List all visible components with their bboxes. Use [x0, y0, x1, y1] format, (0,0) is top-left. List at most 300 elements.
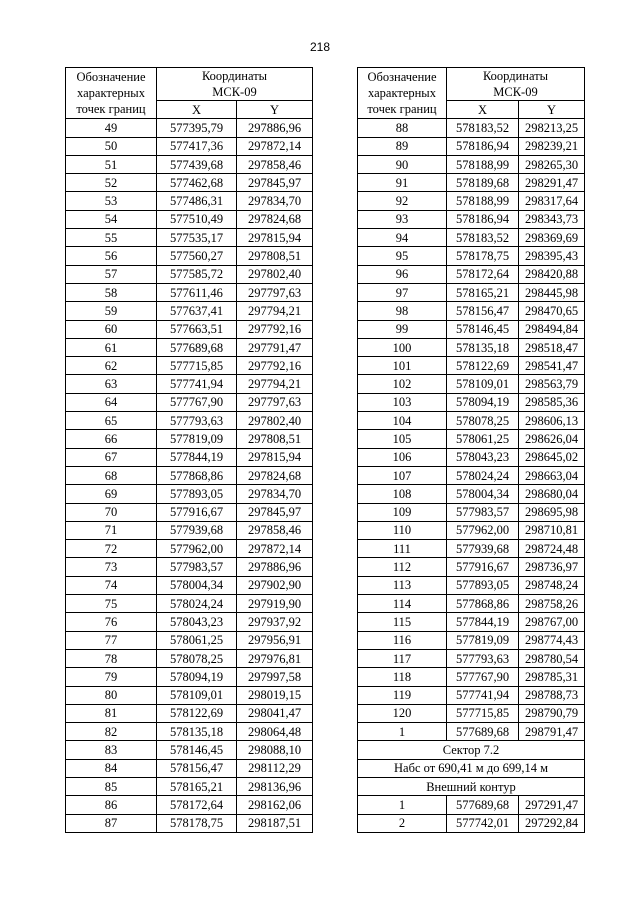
point-number-cell: 98 — [358, 302, 447, 320]
x-coordinate-cell: 577916,67 — [447, 558, 519, 576]
y-coordinate-cell: 297797,63 — [237, 283, 313, 301]
point-number-cell: 105 — [358, 430, 447, 448]
x-coordinate-cell: 578172,64 — [157, 796, 237, 814]
table-row — [358, 540, 585, 558]
y-header: Y — [519, 101, 585, 119]
y-coordinate-cell: 298420,88 — [519, 265, 585, 283]
x-coordinate-cell: 577417,36 — [157, 137, 237, 155]
point-number-cell: 109 — [358, 503, 447, 521]
table-row — [358, 430, 585, 448]
x-coordinate-cell: 577689,68 — [447, 723, 519, 741]
point-number-cell: 54 — [66, 210, 157, 228]
point-number-cell: 106 — [358, 448, 447, 466]
designation-header-line1: Обозначение — [367, 70, 437, 85]
y-coordinate-cell: 298541,47 — [519, 357, 585, 375]
y-coordinate-cell: 298663,04 — [519, 466, 585, 484]
point-number-cell: 61 — [66, 338, 157, 356]
table-row — [66, 540, 313, 558]
y-coordinate-cell: 297937,92 — [237, 613, 313, 631]
table-row — [66, 137, 313, 155]
point-number-cell: 1 — [358, 796, 447, 814]
point-number-cell: 119 — [358, 686, 447, 704]
table-row — [66, 814, 313, 832]
table-row — [66, 558, 313, 576]
x-coordinate-cell: 578178,75 — [447, 247, 519, 265]
x-coordinate-cell: 577689,68 — [157, 338, 237, 356]
y-coordinate-cell: 297872,14 — [237, 540, 313, 558]
y-coordinate-cell: 298494,84 — [519, 320, 585, 338]
x-coordinate-cell: 578172,64 — [447, 265, 519, 283]
point-number-cell: 1 — [358, 723, 447, 741]
point-number-cell: 104 — [358, 412, 447, 430]
x-coordinate-cell: 578188,99 — [447, 155, 519, 173]
table-row — [66, 686, 313, 704]
point-number-cell: 113 — [358, 576, 447, 594]
x-coordinate-cell: 577983,57 — [157, 558, 237, 576]
point-number-cell: 100 — [358, 338, 447, 356]
x-coordinate-cell: 578078,25 — [447, 412, 519, 430]
coordinates-table-right — [357, 67, 585, 833]
y-coordinate-cell: 298791,47 — [519, 723, 585, 741]
outer-contour-label: Внешний контур — [358, 777, 585, 795]
table-row — [66, 759, 313, 777]
point-number-cell: 117 — [358, 649, 447, 667]
table-row — [358, 668, 585, 686]
table-row — [358, 576, 585, 594]
table-row — [358, 448, 585, 466]
point-number-cell: 112 — [358, 558, 447, 576]
x-coordinate-cell: 578004,34 — [157, 576, 237, 594]
x-coordinate-cell: 578186,94 — [447, 137, 519, 155]
point-number-cell: 97 — [358, 283, 447, 301]
table-row — [358, 466, 585, 484]
y-coordinate-cell: 298724,48 — [519, 540, 585, 558]
y-coordinate-cell: 297872,14 — [237, 137, 313, 155]
x-coordinate-cell: 578122,69 — [447, 357, 519, 375]
table-row — [358, 137, 585, 155]
point-number-cell: 51 — [66, 155, 157, 173]
y-coordinate-cell: 298780,54 — [519, 649, 585, 667]
table-row — [66, 668, 313, 686]
point-number-cell: 67 — [66, 448, 157, 466]
x-coordinate-cell: 578156,47 — [157, 759, 237, 777]
point-number-cell: 64 — [66, 393, 157, 411]
x-coordinate-cell: 577962,00 — [447, 521, 519, 539]
point-number-cell: 73 — [66, 558, 157, 576]
table-row — [66, 777, 313, 795]
table-row — [358, 174, 585, 192]
table-row — [358, 155, 585, 173]
table-row — [358, 119, 585, 137]
coordinates-table-left — [65, 67, 313, 833]
table-row — [66, 119, 313, 137]
table-row — [358, 649, 585, 667]
point-number-cell: 52 — [66, 174, 157, 192]
x-coordinate-cell: 578189,68 — [447, 174, 519, 192]
point-number-cell: 58 — [66, 283, 157, 301]
x-coordinate-cell: 577793,63 — [157, 412, 237, 430]
point-number-cell: 59 — [66, 302, 157, 320]
point-number-cell: 107 — [358, 466, 447, 484]
y-coordinate-cell: 298774,43 — [519, 631, 585, 649]
x-coordinate-cell: 578122,69 — [157, 704, 237, 722]
x-coordinate-cell: 577715,85 — [447, 704, 519, 722]
y-coordinate-cell: 298213,25 — [519, 119, 585, 137]
table-row — [358, 631, 585, 649]
y-coordinate-cell: 298606,13 — [519, 412, 585, 430]
coordinates-header — [157, 68, 313, 101]
point-number-cell: 92 — [358, 192, 447, 210]
designation-header — [66, 68, 157, 119]
y-coordinate-cell: 297797,63 — [237, 393, 313, 411]
table-row — [66, 521, 313, 539]
y-coordinate-cell: 298785,31 — [519, 668, 585, 686]
y-header: Y — [237, 101, 313, 119]
y-coordinate-cell: 297815,94 — [237, 448, 313, 466]
x-coordinate-cell: 577844,19 — [157, 448, 237, 466]
table-row — [66, 375, 313, 393]
table-row — [358, 393, 585, 411]
table-row — [66, 613, 313, 631]
y-coordinate-cell: 298790,79 — [519, 704, 585, 722]
point-number-cell: 114 — [358, 595, 447, 613]
x-coordinate-cell: 578043,23 — [157, 613, 237, 631]
x-coordinate-cell: 578043,23 — [447, 448, 519, 466]
y-coordinate-cell: 297834,70 — [237, 192, 313, 210]
y-coordinate-cell: 297792,16 — [237, 357, 313, 375]
x-coordinate-cell: 577741,94 — [447, 686, 519, 704]
y-coordinate-cell: 297886,96 — [237, 119, 313, 137]
designation-header-line3: точек границ — [76, 102, 146, 117]
y-coordinate-cell: 298369,69 — [519, 229, 585, 247]
point-number-cell: 66 — [66, 430, 157, 448]
x-coordinate-cell: 578004,34 — [447, 485, 519, 503]
point-number-cell: 95 — [358, 247, 447, 265]
table-row — [358, 320, 585, 338]
x-coordinate-cell: 578183,52 — [447, 119, 519, 137]
point-number-cell: 94 — [358, 229, 447, 247]
point-number-cell: 50 — [66, 137, 157, 155]
x-coordinate-cell: 577742,01 — [447, 814, 519, 832]
table-row — [358, 723, 585, 741]
x-coordinate-cell: 577715,85 — [157, 357, 237, 375]
x-coordinate-cell: 578135,18 — [157, 723, 237, 741]
table-row — [358, 265, 585, 283]
x-coordinate-cell: 577939,68 — [157, 521, 237, 539]
coordinates-header — [447, 68, 585, 101]
x-coordinate-cell: 578109,01 — [447, 375, 519, 393]
y-coordinate-cell: 298445,98 — [519, 283, 585, 301]
y-coordinate-cell: 298767,00 — [519, 613, 585, 631]
point-number-cell: 108 — [358, 485, 447, 503]
point-number-cell: 118 — [358, 668, 447, 686]
y-coordinate-cell: 297808,51 — [237, 430, 313, 448]
point-number-cell: 87 — [66, 814, 157, 832]
y-coordinate-cell: 297824,68 — [237, 466, 313, 484]
x-coordinate-cell: 577585,72 — [157, 265, 237, 283]
point-number-cell: 74 — [66, 576, 157, 594]
y-coordinate-cell: 298395,43 — [519, 247, 585, 265]
table-row — [66, 210, 313, 228]
x-coordinate-cell: 577868,86 — [157, 466, 237, 484]
y-coordinate-cell: 298162,06 — [237, 796, 313, 814]
y-coordinate-cell: 298585,36 — [519, 393, 585, 411]
x-coordinate-cell: 577983,57 — [447, 503, 519, 521]
point-number-cell: 75 — [66, 595, 157, 613]
table-row — [66, 283, 313, 301]
y-coordinate-cell: 297792,16 — [237, 320, 313, 338]
y-coordinate-cell: 298736,97 — [519, 558, 585, 576]
table-row — [358, 704, 585, 722]
point-number-cell: 116 — [358, 631, 447, 649]
y-coordinate-cell: 297956,91 — [237, 631, 313, 649]
x-coordinate-cell: 577793,63 — [447, 649, 519, 667]
table-row — [358, 503, 585, 521]
table-row — [66, 412, 313, 430]
y-coordinate-cell: 297791,47 — [237, 338, 313, 356]
table-row — [66, 247, 313, 265]
x-coordinate-cell: 577741,94 — [157, 375, 237, 393]
x-coordinate-cell: 578061,25 — [447, 430, 519, 448]
y-coordinate-cell: 298788,73 — [519, 686, 585, 704]
x-coordinate-cell: 577462,68 — [157, 174, 237, 192]
y-coordinate-cell: 298695,98 — [519, 503, 585, 521]
y-coordinate-cell: 297834,70 — [237, 485, 313, 503]
point-number-cell: 99 — [358, 320, 447, 338]
table-row — [66, 430, 313, 448]
y-coordinate-cell: 298112,29 — [237, 759, 313, 777]
x-coordinate-cell: 577844,19 — [447, 613, 519, 631]
x-coordinate-cell: 578188,99 — [447, 192, 519, 210]
table-row — [358, 759, 585, 777]
table-row — [66, 393, 313, 411]
x-coordinate-cell: 577767,90 — [157, 393, 237, 411]
sector-title: Сектор 7.2 — [358, 741, 585, 759]
table-row — [358, 412, 585, 430]
designation-header-line2: характерных — [77, 86, 145, 101]
point-number-cell: 110 — [358, 521, 447, 539]
point-number-cell: 68 — [66, 466, 157, 484]
x-coordinate-cell: 578061,25 — [157, 631, 237, 649]
table-row — [358, 485, 585, 503]
y-coordinate-cell: 298265,30 — [519, 155, 585, 173]
table-row — [66, 155, 313, 173]
y-coordinate-cell: 298680,04 — [519, 485, 585, 503]
x-coordinate-cell: 578094,19 — [157, 668, 237, 686]
point-number-cell: 91 — [358, 174, 447, 192]
x-coordinate-cell: 577535,17 — [157, 229, 237, 247]
table-row — [66, 448, 313, 466]
y-coordinate-cell: 298041,47 — [237, 704, 313, 722]
table-row — [66, 357, 313, 375]
y-coordinate-cell: 297886,96 — [237, 558, 313, 576]
x-coordinate-cell: 578165,21 — [157, 777, 237, 795]
designation-header-line1: Обозначение — [76, 70, 146, 85]
table-row — [358, 558, 585, 576]
page-number: 218 — [309, 40, 331, 54]
table-row — [358, 283, 585, 301]
x-coordinate-cell: 577611,46 — [157, 283, 237, 301]
point-number-cell: 69 — [66, 485, 157, 503]
point-number-cell: 83 — [66, 741, 157, 759]
y-coordinate-cell: 298518,47 — [519, 338, 585, 356]
table-row — [358, 741, 585, 759]
y-coordinate-cell: 297808,51 — [237, 247, 313, 265]
point-number-cell: 120 — [358, 704, 447, 722]
point-number-cell: 86 — [66, 796, 157, 814]
x-coordinate-cell: 577962,00 — [157, 540, 237, 558]
table-row — [358, 210, 585, 228]
x-coordinate-cell: 578178,75 — [157, 814, 237, 832]
x-coordinate-cell: 577939,68 — [447, 540, 519, 558]
point-number-cell: 63 — [66, 375, 157, 393]
point-number-cell: 81 — [66, 704, 157, 722]
x-coordinate-cell: 577637,41 — [157, 302, 237, 320]
y-coordinate-cell: 298710,81 — [519, 521, 585, 539]
x-coordinate-cell: 577819,09 — [447, 631, 519, 649]
y-coordinate-cell: 298064,48 — [237, 723, 313, 741]
table-row — [358, 595, 585, 613]
table-row — [358, 302, 585, 320]
y-coordinate-cell: 298645,02 — [519, 448, 585, 466]
point-number-cell: 62 — [66, 357, 157, 375]
point-number-cell: 72 — [66, 540, 157, 558]
point-number-cell: 102 — [358, 375, 447, 393]
y-coordinate-cell: 298563,79 — [519, 375, 585, 393]
y-coordinate-cell: 298470,65 — [519, 302, 585, 320]
point-number-cell: 103 — [358, 393, 447, 411]
table-row — [358, 247, 585, 265]
designation-header — [358, 68, 447, 119]
y-coordinate-cell: 297794,21 — [237, 302, 313, 320]
y-coordinate-cell: 297845,97 — [237, 174, 313, 192]
table-row — [66, 338, 313, 356]
x-coordinate-cell: 577893,05 — [157, 485, 237, 503]
x-coordinate-cell: 578109,01 — [157, 686, 237, 704]
table-row — [358, 375, 585, 393]
x-coordinate-cell: 577560,27 — [157, 247, 237, 265]
table-row — [66, 631, 313, 649]
x-coordinate-cell: 577689,68 — [447, 796, 519, 814]
x-coordinate-cell: 577893,05 — [447, 576, 519, 594]
y-coordinate-cell: 298748,24 — [519, 576, 585, 594]
y-coordinate-cell: 297802,40 — [237, 265, 313, 283]
y-coordinate-cell: 297802,40 — [237, 412, 313, 430]
y-coordinate-cell: 298343,73 — [519, 210, 585, 228]
x-coordinate-cell: 578024,24 — [447, 466, 519, 484]
x-coordinate-cell: 578156,47 — [447, 302, 519, 320]
table-row — [66, 174, 313, 192]
table-row — [358, 814, 585, 832]
point-number-cell: 71 — [66, 521, 157, 539]
point-number-cell: 85 — [66, 777, 157, 795]
table-row — [358, 192, 585, 210]
table-row — [66, 229, 313, 247]
designation-header-line2: характерных — [368, 86, 436, 101]
x-header: X — [447, 101, 519, 119]
x-header: X — [157, 101, 237, 119]
coordinates-header-line2: МСК-09 — [493, 85, 538, 99]
y-coordinate-cell: 297919,90 — [237, 595, 313, 613]
x-coordinate-cell: 577510,49 — [157, 210, 237, 228]
table-row — [66, 485, 313, 503]
table-row — [358, 229, 585, 247]
point-number-cell: 115 — [358, 613, 447, 631]
point-number-cell: 101 — [358, 357, 447, 375]
point-number-cell: 76 — [66, 613, 157, 631]
x-coordinate-cell: 577868,86 — [447, 595, 519, 613]
y-coordinate-cell: 297976,81 — [237, 649, 313, 667]
y-coordinate-cell: 298187,51 — [237, 814, 313, 832]
table-row — [358, 796, 585, 814]
table-row — [358, 357, 585, 375]
table-row — [358, 613, 585, 631]
table-row — [66, 649, 313, 667]
point-number-cell: 89 — [358, 137, 447, 155]
point-number-cell: 77 — [66, 631, 157, 649]
table-row — [66, 320, 313, 338]
y-coordinate-cell: 298019,15 — [237, 686, 313, 704]
point-number-cell: 78 — [66, 649, 157, 667]
table-row — [66, 595, 313, 613]
y-coordinate-cell: 297845,97 — [237, 503, 313, 521]
y-coordinate-cell: 298291,47 — [519, 174, 585, 192]
x-coordinate-cell: 578165,21 — [447, 283, 519, 301]
point-number-cell: 88 — [358, 119, 447, 137]
y-coordinate-cell: 297858,46 — [237, 521, 313, 539]
y-coordinate-cell: 297824,68 — [237, 210, 313, 228]
table-row — [66, 265, 313, 283]
table-row — [358, 521, 585, 539]
coordinates-header-line1: Координаты — [201, 69, 268, 83]
x-coordinate-cell: 578186,94 — [447, 210, 519, 228]
table-row — [66, 466, 313, 484]
point-number-cell: 49 — [66, 119, 157, 137]
x-coordinate-cell: 577663,51 — [157, 320, 237, 338]
table-row — [358, 338, 585, 356]
table-row — [66, 704, 313, 722]
x-coordinate-cell: 577767,90 — [447, 668, 519, 686]
point-number-cell: 65 — [66, 412, 157, 430]
y-coordinate-cell: 298239,21 — [519, 137, 585, 155]
x-coordinate-cell: 577819,09 — [157, 430, 237, 448]
point-number-cell: 2 — [358, 814, 447, 832]
coordinates-header-line1: Координаты — [482, 69, 549, 83]
table-row — [66, 723, 313, 741]
x-coordinate-cell: 578078,25 — [157, 649, 237, 667]
designation-header-line3: точек границ — [367, 102, 437, 117]
table-row — [66, 576, 313, 594]
x-coordinate-cell: 577486,31 — [157, 192, 237, 210]
point-number-cell: 93 — [358, 210, 447, 228]
x-coordinate-cell: 578135,18 — [447, 338, 519, 356]
point-number-cell: 84 — [66, 759, 157, 777]
y-coordinate-cell: 297292,84 — [519, 814, 585, 832]
table-row — [66, 741, 313, 759]
y-coordinate-cell: 298317,64 — [519, 192, 585, 210]
x-coordinate-cell: 578146,45 — [447, 320, 519, 338]
y-coordinate-cell: 298626,04 — [519, 430, 585, 448]
x-coordinate-cell: 578024,24 — [157, 595, 237, 613]
y-coordinate-cell: 298136,96 — [237, 777, 313, 795]
point-number-cell: 79 — [66, 668, 157, 686]
point-number-cell: 57 — [66, 265, 157, 283]
table-row — [66, 796, 313, 814]
table-row — [66, 503, 313, 521]
coordinates-header-line2: МСК-09 — [212, 85, 257, 99]
point-number-cell: 60 — [66, 320, 157, 338]
y-coordinate-cell: 297858,46 — [237, 155, 313, 173]
